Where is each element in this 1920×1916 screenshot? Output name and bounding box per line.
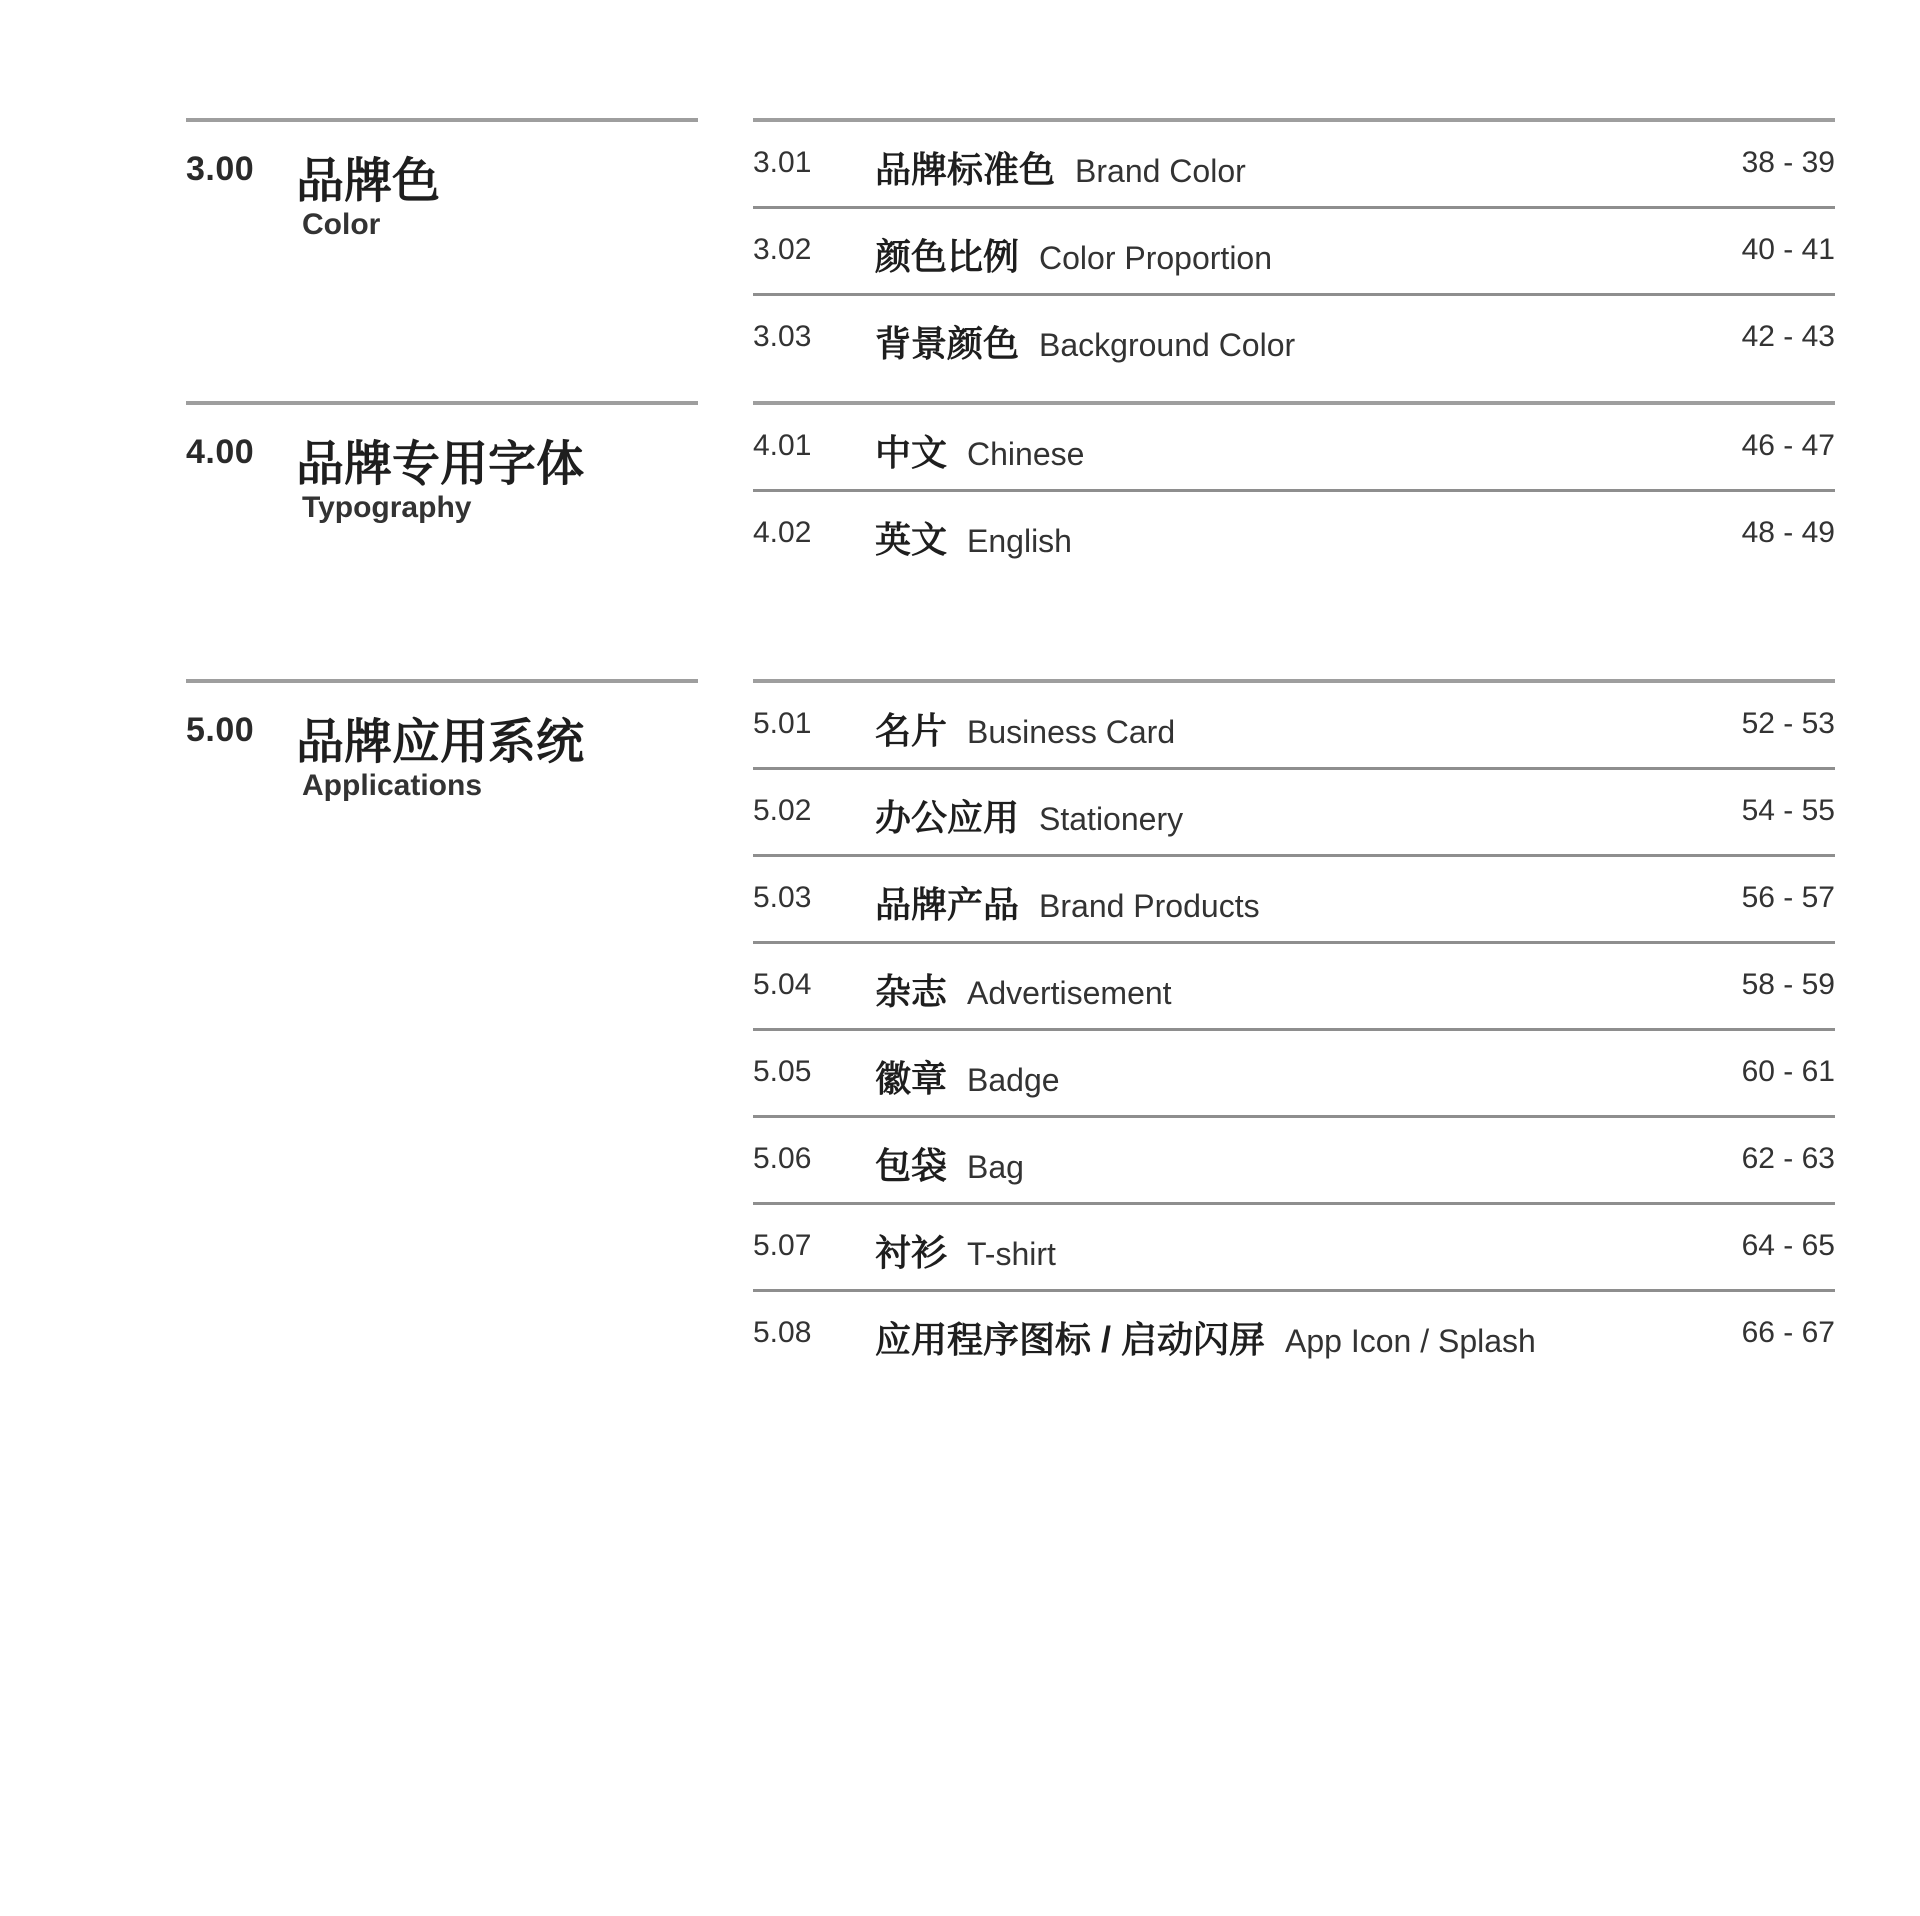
entry-title-en: T-shirt [967, 1236, 1056, 1272]
entry-title-en: Business Card [967, 714, 1176, 750]
entry-title-zh: 徽章 [875, 1058, 948, 1099]
entry-number: 5.08 [753, 1316, 812, 1349]
entry-title-zh: 办公应用 [875, 797, 1020, 838]
entry-pages: 42 - 43 [1741, 320, 1835, 353]
entry-title [875, 1225, 1056, 1276]
entry-title-zh: 杂志 [875, 971, 948, 1012]
entry-title-zh: 背景颜色 [875, 323, 1020, 364]
entry-title-en: Color Proportion [1039, 240, 1273, 276]
entry-pages: 46 - 47 [1741, 429, 1835, 462]
toc-entry[interactable] [753, 857, 1835, 944]
section-title-en: Color [302, 208, 381, 241]
entry-number: 4.01 [753, 429, 812, 462]
entry-title [875, 1138, 1024, 1189]
entry-title-en: English [967, 523, 1072, 559]
entry-title-zh: 英文 [875, 519, 948, 560]
toc-entry[interactable] [753, 1205, 1835, 1292]
toc-entry[interactable] [753, 296, 1835, 380]
toc-entry[interactable] [753, 683, 1835, 770]
entry-title [875, 512, 1072, 563]
entry-title-en: Bag [967, 1149, 1024, 1185]
entry-title-zh: 品牌产品 [875, 884, 1020, 925]
toc-entry[interactable] [753, 1031, 1835, 1118]
section-title-zh: 品牌专用字体 [296, 438, 585, 491]
entry-title-zh: 名片 [875, 710, 948, 751]
entry-number: 5.06 [753, 1142, 812, 1175]
toc-entry[interactable] [753, 405, 1835, 492]
entry-title [875, 425, 1084, 476]
toc-entry[interactable] [753, 122, 1835, 209]
section-item-list [753, 679, 1835, 1376]
toc-entry[interactable] [753, 492, 1835, 576]
section-heading [186, 679, 698, 802]
entry-number: 3.01 [753, 146, 812, 179]
entry-title [875, 142, 1246, 193]
entry-title-zh: 应用程序图标 / 启动闪屏 [875, 1319, 1266, 1360]
entry-pages: 64 - 65 [1741, 1229, 1835, 1262]
section-title-zh: 品牌色 [296, 155, 441, 208]
toc-entry[interactable] [753, 209, 1835, 296]
entry-pages: 60 - 61 [1741, 1055, 1835, 1088]
entry-number: 5.05 [753, 1055, 812, 1088]
section-title-en: Applications [302, 769, 483, 802]
entry-title-en: Brand Color [1075, 153, 1246, 189]
entry-title-en: Stationery [1039, 801, 1184, 837]
entry-title-en: App Icon / Splash [1285, 1323, 1536, 1359]
entry-title-en: Background Color [1039, 327, 1296, 363]
entry-title [875, 1312, 1536, 1363]
entry-title [875, 703, 1175, 754]
entry-pages: 66 - 67 [1741, 1316, 1835, 1349]
entry-title-zh: 衬衫 [875, 1232, 948, 1273]
toc-entry[interactable] [753, 944, 1835, 1031]
section-title-en: Typography [302, 491, 472, 524]
entry-title [875, 316, 1295, 367]
entry-number: 5.03 [753, 881, 812, 914]
section-item-list [753, 118, 1835, 380]
entry-number: 4.02 [753, 516, 812, 549]
entry-title [875, 877, 1260, 928]
entry-number: 5.02 [753, 794, 812, 827]
section-title-zh: 品牌应用系统 [296, 716, 585, 769]
entry-pages: 38 - 39 [1741, 146, 1835, 179]
toc-entry[interactable] [753, 770, 1835, 857]
entry-pages: 40 - 41 [1741, 233, 1835, 266]
entry-title-en: Advertisement [967, 975, 1172, 1011]
section-item-list [753, 401, 1835, 576]
entry-title-zh: 品牌标准色 [875, 149, 1056, 190]
entry-number: 3.02 [753, 233, 812, 266]
entry-pages: 52 - 53 [1741, 707, 1835, 740]
entry-number: 5.01 [753, 707, 812, 740]
entry-number: 3.03 [753, 320, 812, 353]
entry-title-en: Badge [967, 1062, 1060, 1098]
entry-title-zh: 中文 [875, 432, 948, 473]
entry-title-zh: 包袋 [875, 1145, 948, 1186]
section-heading [186, 118, 698, 241]
section-number: 3.00 [186, 150, 255, 188]
entry-title-zh: 颜色比例 [875, 236, 1020, 277]
entry-pages: 56 - 57 [1741, 881, 1835, 914]
entry-pages: 48 - 49 [1741, 516, 1835, 549]
section-number: 4.00 [186, 433, 255, 471]
section-heading [186, 401, 698, 524]
section-number: 5.00 [186, 711, 255, 749]
entry-number: 5.04 [753, 968, 812, 1001]
entry-pages: 58 - 59 [1741, 968, 1835, 1001]
entry-pages: 54 - 55 [1741, 794, 1835, 827]
entry-number: 5.07 [753, 1229, 812, 1262]
entry-title [875, 964, 1172, 1015]
entry-title [875, 1051, 1060, 1102]
entry-title [875, 790, 1183, 841]
entry-title-en: Brand Products [1039, 888, 1260, 924]
entry-title [875, 229, 1272, 280]
entry-pages: 62 - 63 [1741, 1142, 1835, 1175]
entry-title-en: Chinese [967, 436, 1085, 472]
toc-entry[interactable] [753, 1118, 1835, 1205]
toc-entry[interactable] [753, 1292, 1835, 1376]
